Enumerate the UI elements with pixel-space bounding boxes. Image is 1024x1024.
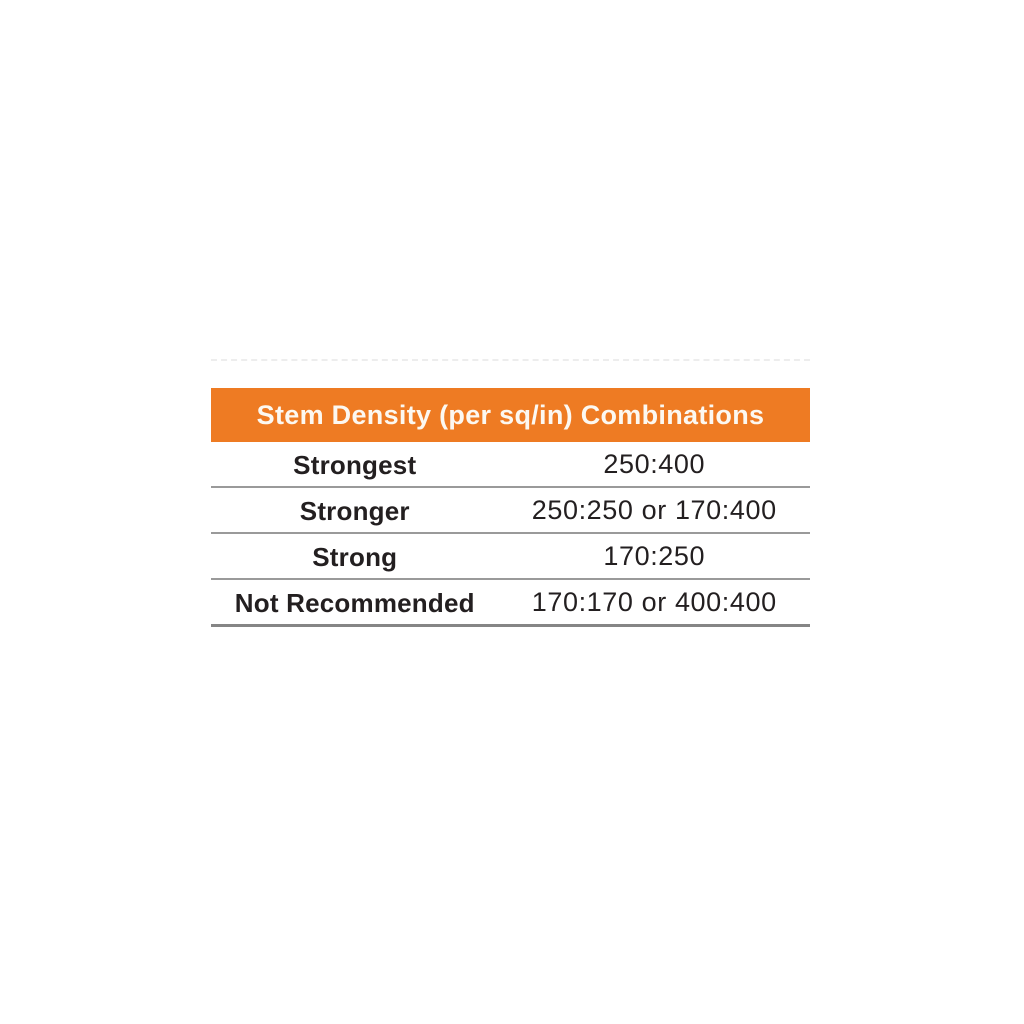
row-combination-value: 170:170 or 400:400 [531,587,777,617]
row-strength-label: Strong [312,541,398,572]
table-row [211,442,810,488]
table-row [211,580,810,627]
table-row [211,534,810,580]
row-combination-value: 250:250 or 170:400 [531,495,777,525]
table-row [211,488,810,534]
table-title: Stem Density (per sq/in) Combinations [256,399,765,430]
row-strength-label: Stronger [299,495,410,526]
table-body [211,442,810,627]
table-header [211,388,810,442]
row-combination-value: 170:250 [603,541,706,571]
row-strength-label: Not Recommended [234,587,475,618]
stem-density-table [211,388,810,627]
faint-dashed-line [211,359,810,361]
row-combination-value: 250:400 [603,449,706,479]
row-strength-label: Strongest [293,449,417,480]
